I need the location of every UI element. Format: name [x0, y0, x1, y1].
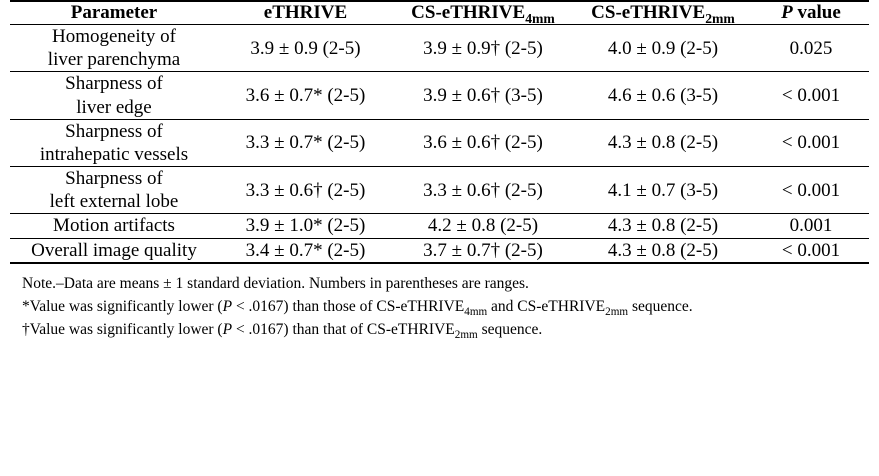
footnote-dagger-part-3: sequence.: [477, 321, 543, 339]
cell-cs-ethrive-4mm: 3.6 ± 0.6† (2-5): [393, 119, 573, 166]
table-body: [10, 25, 869, 263]
cell-cs-ethrive-2mm: 4.3 ± 0.8 (2-5): [573, 119, 753, 166]
cell-ethrive: 3.9 ± 0.9 (2-5): [218, 25, 393, 72]
cell-cs-ethrive-4mm: 3.3 ± 0.6† (2-5): [393, 167, 573, 214]
cell-ethrive: 3.9 ± 1.0* (2-5): [218, 214, 393, 238]
footnote-note: Note.–Data are means ± 1 standard deviation. Numbers in parentheses are ranges.: [22, 274, 529, 292]
column-header-cs-ethrive-4mm: [393, 1, 573, 25]
cell-ethrive: 3.3 ± 0.7* (2-5): [218, 119, 393, 166]
p-symbol: P: [781, 2, 793, 23]
parameter-line-1: Sharpness of: [65, 120, 163, 142]
row-parameter-label: [10, 167, 218, 214]
cell-ethrive: 3.4 ± 0.7* (2-5): [218, 238, 393, 263]
column-header-p-value: [753, 1, 869, 25]
footnote-asterisk-p-symbol: P: [222, 297, 233, 315]
p-value-word: value: [792, 2, 841, 23]
footnote-dagger-sub-2mm: 2mm: [454, 329, 478, 342]
parameter-line-1: Motion artifacts: [53, 215, 175, 237]
footnote-asterisk-part-1: *Value was significantly lower (: [22, 297, 223, 315]
cell-cs-ethrive-4mm: 4.2 ± 0.8 (2-5): [393, 214, 573, 238]
cell-cs-ethrive-4mm: 3.7 ± 0.7† (2-5): [393, 238, 573, 263]
cell-p-value: < 0.001: [753, 167, 869, 214]
parameter-line-1: Overall image quality: [31, 239, 197, 261]
cell-cs-ethrive-2mm: 4.3 ± 0.8 (2-5): [573, 214, 753, 238]
cell-p-value: 0.001: [753, 214, 869, 238]
footnote-dagger-p-symbol: P: [222, 321, 233, 339]
cell-cs-ethrive-4mm: 3.9 ± 0.6† (3-5): [393, 72, 573, 119]
cell-p-value: < 0.001: [753, 119, 869, 166]
column-header-parameter: Parameter: [10, 1, 218, 25]
cs-ethrive-2mm-subscript: 2mm: [705, 10, 735, 26]
cell-cs-ethrive-4mm: 3.9 ± 0.9† (2-5): [393, 25, 573, 72]
cell-p-value: < 0.001: [753, 72, 869, 119]
parameter-line-2: left external lobe: [49, 191, 179, 213]
footnote-dagger-part-1: †Value was significantly lower (: [22, 321, 223, 339]
footnote-asterisk-sub-4mm: 4mm: [464, 306, 488, 319]
parameter-line-2: liver parenchyma: [47, 49, 181, 71]
parameter-line-2: intrahepatic vessels: [39, 143, 189, 165]
parameter-line-1: Sharpness of: [65, 168, 163, 190]
footnote-dagger-part-2: < .0167) than that of CS-eTHRIVE: [232, 321, 455, 339]
parameter-line-2: liver edge: [76, 96, 152, 118]
footnote-asterisk-part-4: sequence.: [628, 297, 693, 315]
cell-cs-ethrive-2mm: 4.1 ± 0.7 (3-5): [573, 167, 753, 214]
table-header-row: [10, 1, 869, 25]
image-quality-results-table: [10, 0, 869, 264]
cell-cs-ethrive-2mm: 4.0 ± 0.9 (2-5): [573, 25, 753, 72]
row-parameter-label: [10, 72, 218, 119]
column-header-ethrive: eTHRIVE: [218, 1, 393, 25]
table-row: [10, 167, 869, 214]
table-row: [10, 119, 869, 166]
row-parameter-label: [10, 25, 218, 72]
footnote-asterisk-part-3: and CS-eTHRIVE: [487, 297, 606, 315]
footnote-dagger: [22, 318, 857, 341]
row-parameter-label: [10, 119, 218, 166]
table-header: [10, 1, 869, 25]
parameter-line-1: Sharpness of: [65, 73, 163, 95]
cell-p-value: 0.025: [753, 25, 869, 72]
cs-ethrive-4mm-main: CS-eTHRIVE: [411, 2, 526, 23]
row-parameter-label: [10, 214, 218, 238]
parameter-line-1: Homogeneity of: [51, 26, 176, 47]
table-row: [10, 72, 869, 119]
cell-p-value: < 0.001: [753, 238, 869, 263]
table-row: [10, 238, 869, 263]
cs-ethrive-4mm-subscript: 4mm: [525, 10, 555, 26]
column-header-cs-ethrive-2mm: [573, 1, 753, 25]
table-footnotes: [10, 264, 869, 342]
cell-ethrive: 3.6 ± 0.7* (2-5): [218, 72, 393, 119]
row-parameter-label: [10, 238, 218, 263]
cell-ethrive: 3.3 ± 0.6† (2-5): [218, 167, 393, 214]
cell-cs-ethrive-2mm: 4.6 ± 0.6 (3-5): [573, 72, 753, 119]
cell-cs-ethrive-2mm: 4.3 ± 0.8 (2-5): [573, 238, 753, 263]
footnote-asterisk: [22, 295, 857, 318]
cs-ethrive-2mm-main: CS-eTHRIVE: [591, 2, 706, 23]
footnote-asterisk-sub-2mm: 2mm: [605, 306, 629, 319]
table-row: [10, 25, 869, 72]
footnote-asterisk-part-2: < .0167) than those of CS-eTHRIVE: [232, 297, 465, 315]
table-row: [10, 214, 869, 238]
